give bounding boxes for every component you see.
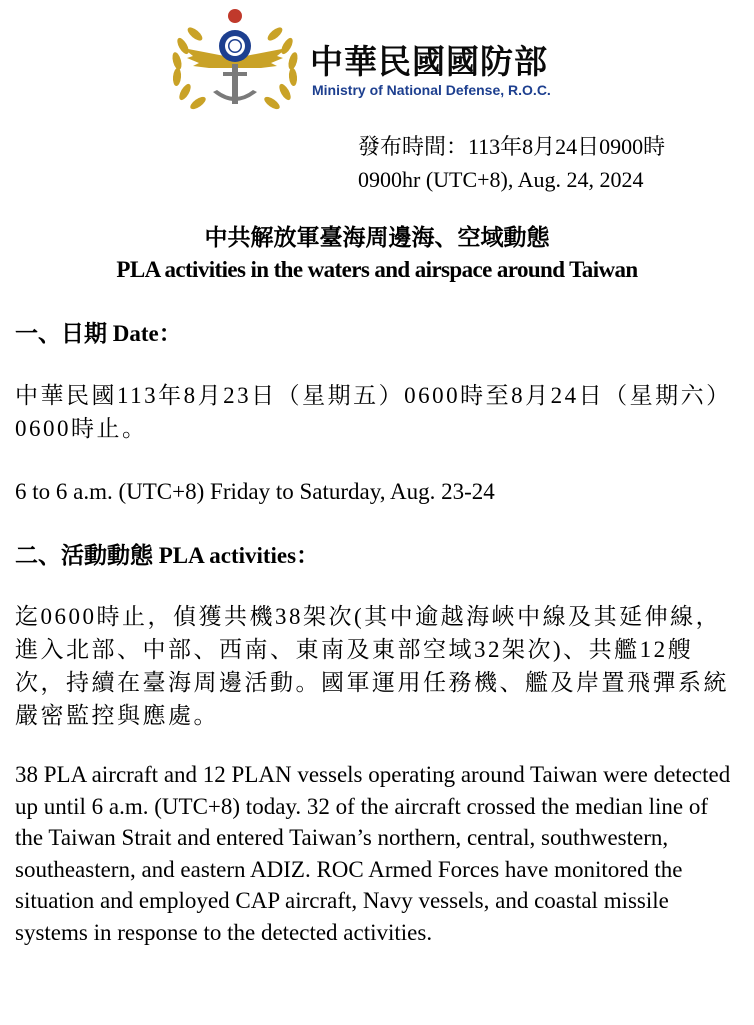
letterhead [165,6,605,116]
section-date-body-zh: 中華民國113年8月23日（星期五）0600時至8月24日（星期六）0600時止。 [15,383,732,441]
title-zh: 中共解放軍臺海周邊海、空域動態 [204,225,550,250]
mnd-emblem-icon [165,6,305,116]
release-time-zh: 發布時間：113年8月24日0900時 [358,134,666,159]
section-activities-body-zh: 迄0600時止，偵獲共機38架次(其中逾越海峽中線及其延伸線，進入北部、中部、西南、東南及東部空域32架次)、共艦12艘次，持續在臺海周邊活動。國軍運用任務機、艦及岸置飛彈系統嚴密監控與應處。 [15,604,729,728]
release-time [358,130,665,196]
section-activities-heading: 二、活動動態 PLA activities： [15,543,320,568]
title-en: PLA activities in the waters and airspace around Taiwan [116,257,638,282]
document-title [0,222,754,286]
section-date-heading: 一、日期 Date： [15,321,182,346]
section-activities-body-en: 38 PLA aircraft and 12 PLAN vessels operating around Taiwan were detected up until 6 a.m. (UTC+8) today. 32 of the aircraft crossed the median line of the Taiwan Strait and entered Taiwan’s northern, central, southwestern, southeastern, and eastern ADIZ. ROC Armed Forces have monitored the situation and employed CAP aircraft, Navy vessels, and coastal missile systems in response to the detected activities. [15,762,731,945]
section-date-body-en: 6 to 6 a.m. (UTC+8) Friday to Saturday, Aug. 23-24 [15,479,495,504]
release-time-en: 0900hr (UTC+8), Aug. 24, 2024 [358,167,644,192]
org-name-zh: 中華民國國防部 [310,42,548,81]
org-name-en: Ministry of National Defense, R.O.C. [312,82,551,98]
